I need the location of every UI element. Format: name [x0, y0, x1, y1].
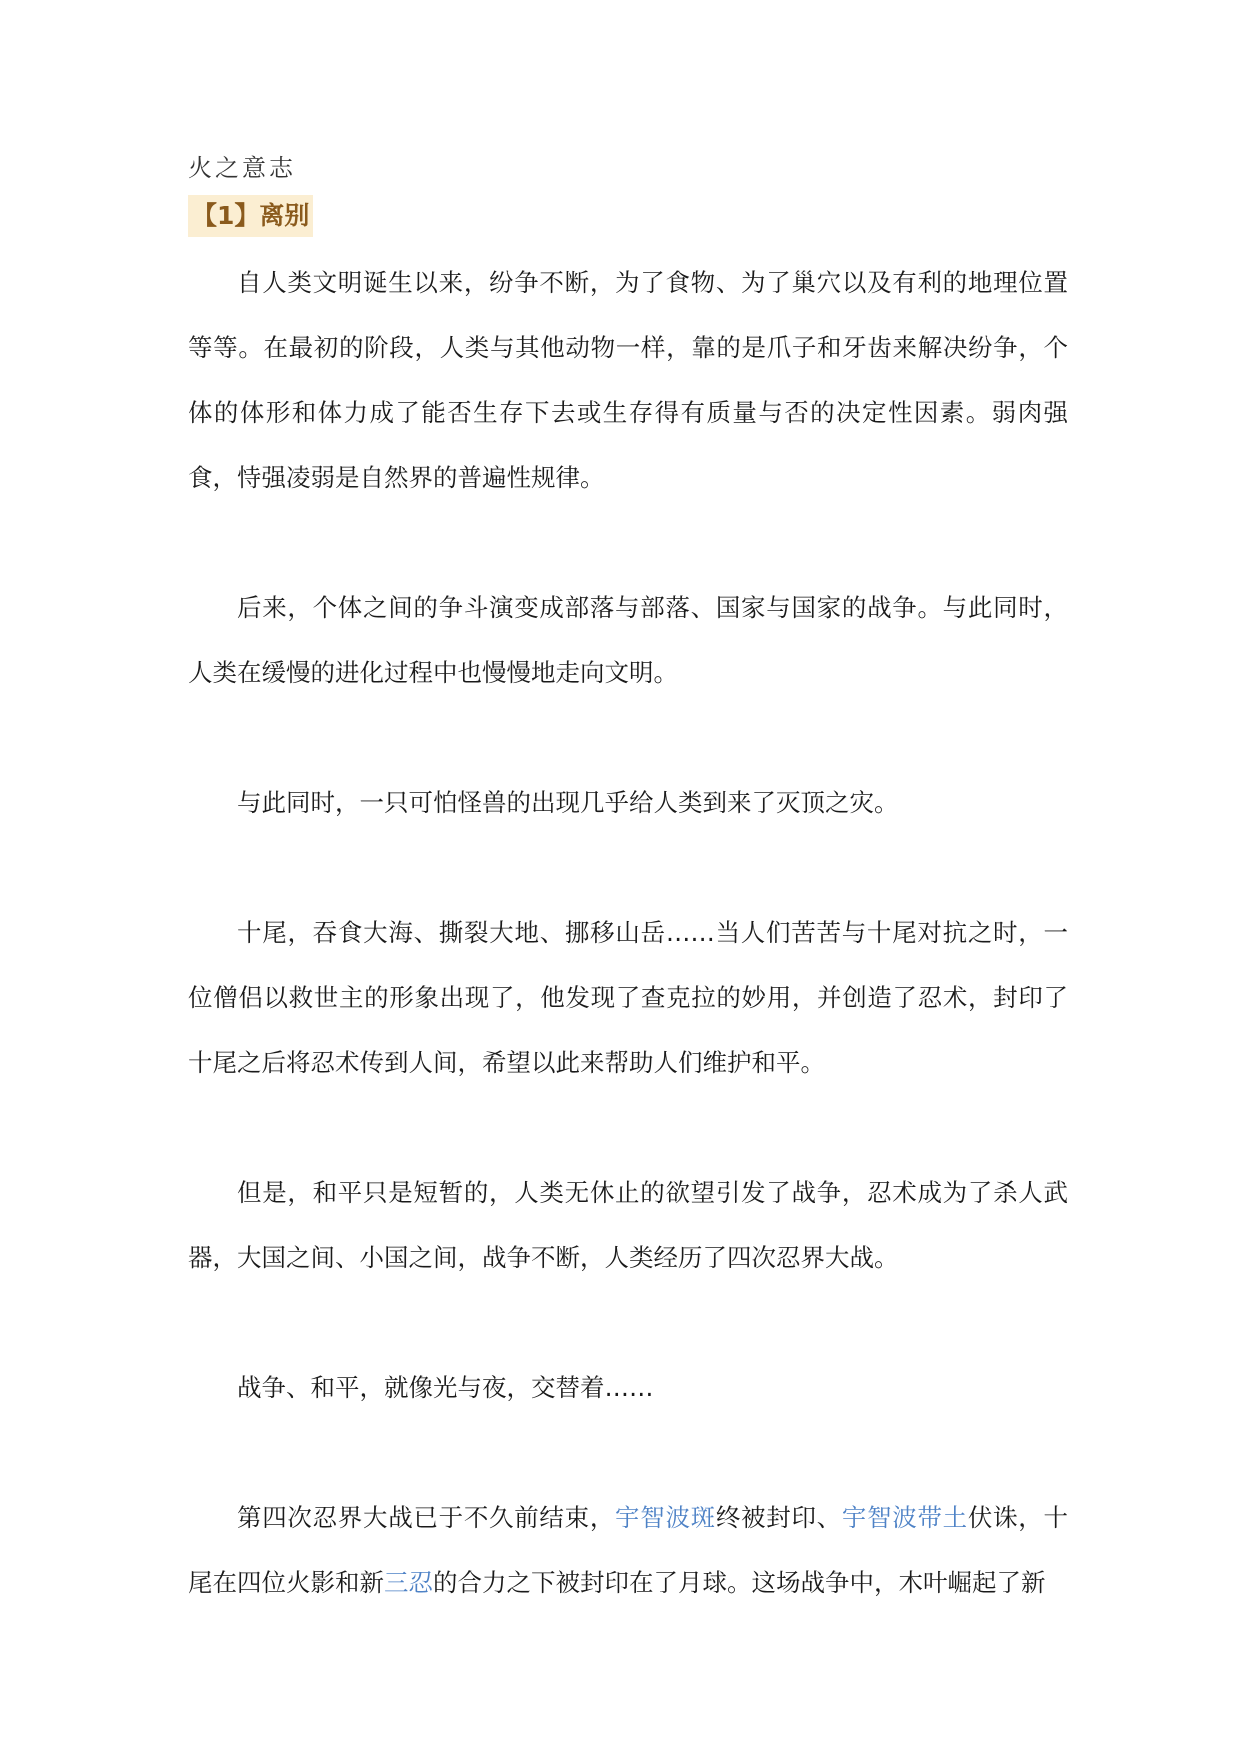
paragraph: 战争、和平，就像光与夜，交替着…… — [237, 1373, 654, 1402]
book-title: 火之意志 — [188, 154, 296, 182]
link-sannin[interactable]: 三忍 — [384, 1568, 433, 1597]
paragraph: 后来，个体之间的争斗演变成部落与部落、国家与国家的战争。与此同时，人类在缓慢的进化过程中也慢慢地走向文明。 — [188, 593, 1068, 687]
paragraph: 自人类文明诞生以来，纷争不断，为了食物、为了巢穴以及有利的地理位置等等。在最初的阶段，人类与其他动物一样，靠的是爪子和牙齿来解决纷争，个体的体形和体力成了能否生存下去或生存得有质量与否的决定性因素。弱肉强食，恃强凌弱是自然界的普遍性规律。 — [188, 268, 1068, 492]
paragraph: 与此同时，一只可怕怪兽的出现几乎给人类到来了灭顶之灾。 — [237, 788, 899, 817]
paragraph-text: 伏诛，十尾在四位火影和新 — [188, 1503, 1068, 1597]
link-uchiha-obito[interactable]: 宇智波带土 — [841, 1503, 968, 1532]
paragraph: 但是，和平只是短暂的，人类无休止的欲望引发了战争，忍术成为了杀人武器，大国之间、小国之间，战争不断，人类经历了四次忍界大战。 — [188, 1178, 1068, 1272]
paragraph: 十尾，吞食大海、撕裂大地、挪移山岳……当人们苦苦与十尾对抗之时，一位僧侣以救世主的形象出现了，他发现了查克拉的妙用，并创造了忍术，封印了十尾之后将忍术传到人间，希望以此来帮助人们维护和平。 — [188, 918, 1068, 1077]
link-uchiha-madara[interactable]: 宇智波斑 — [615, 1503, 716, 1532]
paragraph-text: 终被封印、 — [715, 1503, 842, 1532]
chapter-body — [188, 250, 1068, 1680]
chapter-heading: 【1】离别 — [188, 195, 313, 237]
paragraph-text: 第四次忍界大战已于不久前结束， — [237, 1503, 616, 1532]
paragraph-text: 的合力之下被封印在了月球。这场战争中，木叶崛起了新 — [433, 1568, 1046, 1597]
paragraph-with-links — [188, 1485, 1068, 1615]
